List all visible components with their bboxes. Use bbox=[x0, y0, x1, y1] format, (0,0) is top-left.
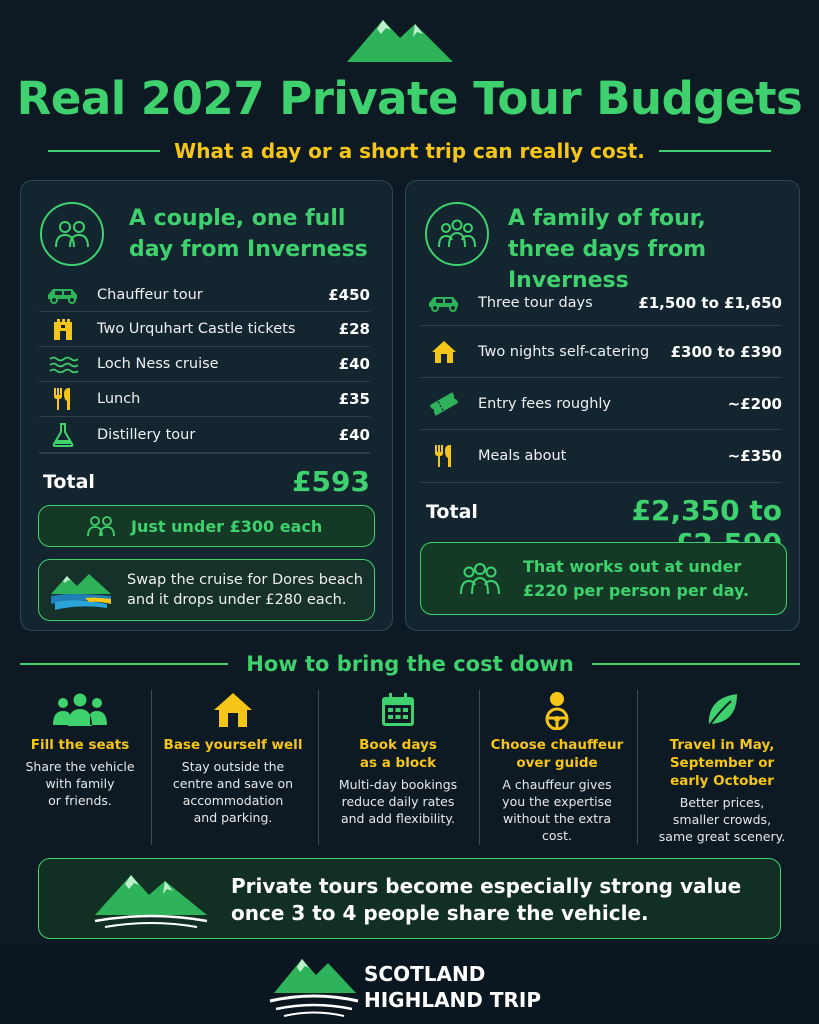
brand-name: SCOTLAND bbox=[364, 962, 486, 986]
total-amount: £2,350 to bbox=[631, 494, 782, 527]
divider bbox=[48, 150, 160, 152]
driver-icon bbox=[477, 688, 637, 732]
tip-chauffeur: Choose chauffeur over guide A chauffeur gives you the expertise without the extra cost. bbox=[477, 688, 637, 844]
tip-travel-season: Travel in May, September or early October Better prices, smaller crowds, same great scenery. bbox=[637, 688, 807, 845]
couple-card-title: A couple, one full day from Inverness bbox=[129, 206, 368, 262]
loch-landscape-icon bbox=[49, 568, 113, 612]
total-amount: £593 bbox=[292, 465, 370, 498]
list-item: Chauffeur tour £450 bbox=[39, 278, 370, 312]
banner-text: Private tours become especially strong value once 3 to 4 people share the vehicle. bbox=[231, 874, 742, 925]
value-banner bbox=[38, 858, 781, 939]
ticket-icon bbox=[420, 392, 468, 416]
house-icon bbox=[153, 688, 313, 732]
divider bbox=[20, 663, 228, 665]
divider bbox=[420, 482, 782, 483]
tip-fill-seats: Fill the seats Share the vehicle with family or friends. bbox=[0, 688, 160, 809]
tips-heading-row bbox=[20, 652, 800, 676]
family-icon bbox=[459, 562, 501, 596]
couple-icon bbox=[40, 202, 104, 266]
per-person-note: Just under £300 each bbox=[38, 505, 375, 547]
tip-base-yourself: Base yourself well Stay outside the centre and save on accommodation and parking. bbox=[153, 688, 313, 826]
people-icon bbox=[87, 515, 117, 537]
list-item: Lunch £35 bbox=[39, 382, 370, 417]
group-icon bbox=[0, 688, 160, 732]
cutlery-icon bbox=[420, 444, 468, 468]
list-item: Distillery tour £40 bbox=[39, 417, 370, 453]
total-label: Total bbox=[426, 501, 478, 523]
tip-book-block: Book days as a block Multi-day bookings reduce daily rates and add flexibility. bbox=[318, 688, 478, 827]
car-icon bbox=[420, 294, 468, 312]
waves-icon bbox=[39, 355, 87, 373]
divider bbox=[151, 690, 152, 845]
list-item: Meals about ~£350 bbox=[420, 430, 782, 482]
castle-icon bbox=[39, 318, 87, 340]
flask-icon bbox=[39, 423, 87, 447]
divider bbox=[592, 663, 800, 665]
subtitle-row bbox=[48, 138, 771, 164]
swap-tip-text: Swap the cruise for Dores beach and it drops under £280 each. bbox=[127, 572, 363, 608]
list-item: Three tour days £1,500 to £1,650 bbox=[420, 281, 782, 326]
list-item: Loch Ness cruise £40 bbox=[39, 347, 370, 382]
house-icon bbox=[420, 340, 468, 364]
car-icon bbox=[39, 286, 87, 304]
cutlery-icon bbox=[39, 387, 87, 411]
family-card-title: A family of four, three days from Inverness bbox=[508, 206, 706, 293]
brand-logo-icon bbox=[268, 951, 360, 1021]
list-item: Two nights self-catering £300 to £390 bbox=[420, 326, 782, 378]
divider bbox=[659, 150, 771, 152]
couple-budget-card bbox=[20, 180, 393, 631]
calendar-icon bbox=[318, 688, 478, 732]
total-label: Total bbox=[43, 471, 95, 493]
brand-name: HIGHLAND TRIP bbox=[364, 988, 542, 1012]
page-subtitle: What a day or a short trip can really cost. bbox=[174, 139, 645, 163]
footer bbox=[0, 945, 819, 1024]
swap-tip bbox=[38, 559, 375, 621]
per-person-note: That works out at under £220 per person per day. bbox=[420, 542, 787, 615]
list-item: Entry fees roughly ~£200 bbox=[420, 378, 782, 430]
mountain-logo-icon bbox=[345, 12, 455, 66]
family-icon bbox=[425, 202, 489, 266]
page-title: Real 2027 Private Tour Budgets bbox=[16, 72, 803, 125]
list-item: Two Urquhart Castle tickets £28 bbox=[39, 312, 370, 347]
tips-heading: How to bring the cost down bbox=[246, 652, 574, 676]
mountain-icon bbox=[91, 867, 211, 931]
family-budget-card bbox=[405, 180, 800, 631]
leaf-icon bbox=[637, 688, 807, 732]
divider bbox=[39, 453, 370, 454]
